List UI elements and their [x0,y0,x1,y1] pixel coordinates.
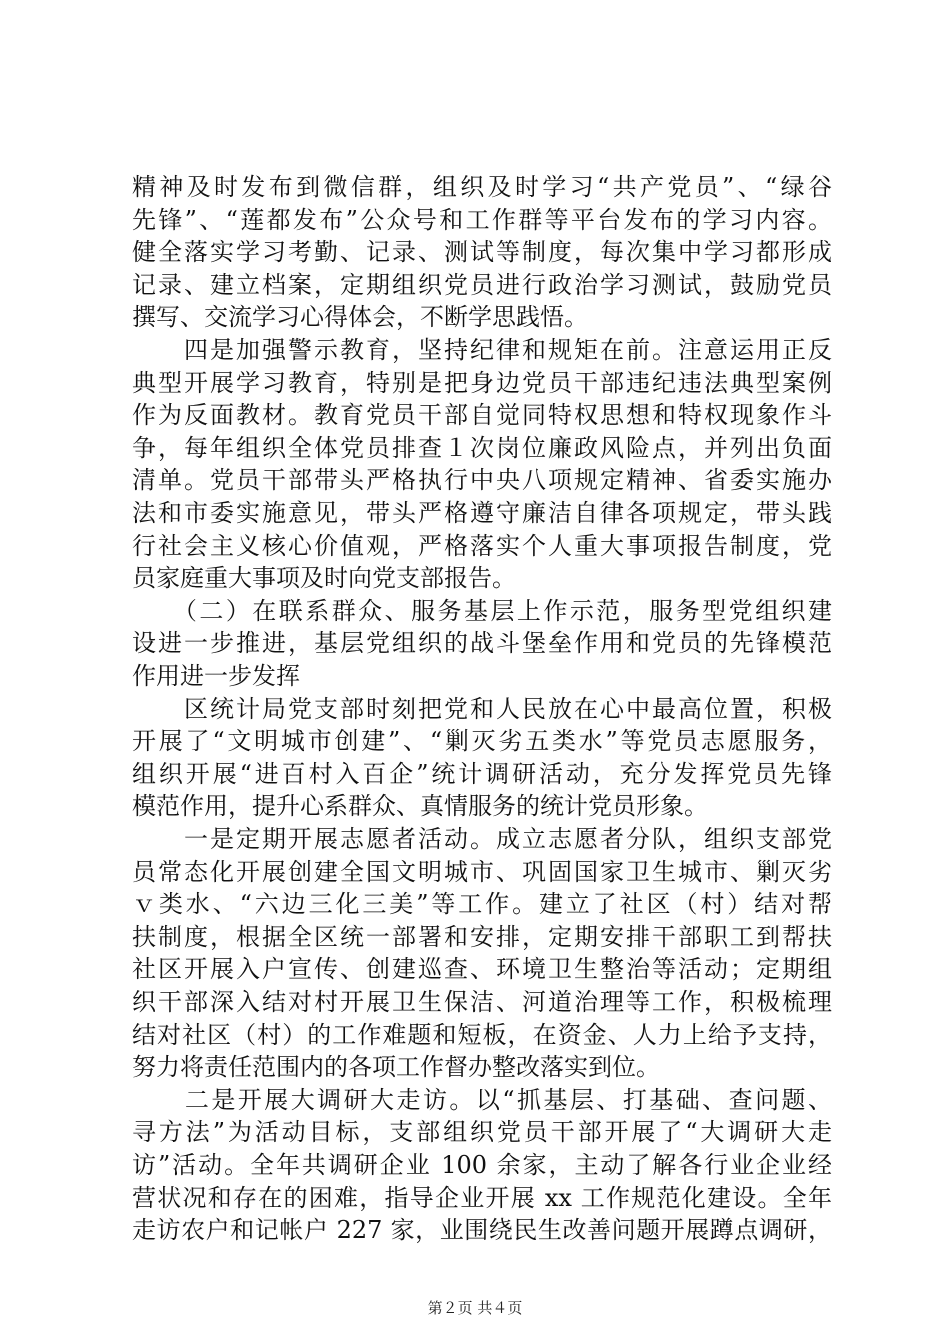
text-line: 争，每年组织全体党员排查１次岗位廉政风险点，并列出负面 [132,433,832,462]
text-line: 健全落实学习考勤、记录、测试等制度，每次集中学习都形成 [132,238,832,267]
text-line: 营状况和存在的困难，指导企业开展 xx 工作规范化建设。全年 [132,1183,832,1212]
text-line: 扶制度，根据全区统一部署和安排，定期安排干部职工到帮扶 [132,922,832,951]
text-line: 精神及时发布到微信群，组织及时学习“共产党员”、“绿谷 [132,173,832,201]
text-line: 走访农户和记帐户 227 家，业围绕民生改善问题开展蹲点调研， [132,1216,832,1245]
text-line: 织干部深入结对村开展卫生保洁、河道治理等工作，积极梳理 [132,988,832,1016]
text-line: 四是加强警示教育，坚持纪律和规矩在前。注意运用正反 [132,336,832,364]
text-line: 结对社区（村）的工作难题和短板，在资金、人力上给予支持， [132,1020,832,1049]
text-line: 作用进一步发挥 [132,662,300,690]
text-line: 典型开展学习教育，特别是把身边党员干部违纪违法典型案例 [132,368,832,397]
text-line: 一是定期开展志愿者活动。成立志愿者分队，组织支部党 [132,825,832,853]
text-line: （二）在联系群众、服务基层上作示范，服务型党组织建 [132,596,832,625]
text-line: 模范作用，提升心系群众、真情服务的统计党员形象。 [132,792,708,821]
text-line: 清单。党员干部带头严格执行中央八项规定精神、省委实施办 [132,466,832,495]
text-line: 寻方法”为活动目标，支部组织党员干部开展了“大调研大走 [132,1118,832,1147]
page-footer: 第２页 共４页 [427,1299,523,1317]
text-line: 二是开展大调研大走访。以“抓基层、打基础、查问题、 [132,1085,832,1114]
text-line: 努力将责任范围内的各项工作督办整改落实到位。 [132,1053,660,1082]
text-line: 法和市委实施意见，带头严格遵守廉洁自律各项规定，带头践 [132,499,832,527]
text-line: 设进一步推进，基层党组织的战斗堡垒作用和党员的先锋模范 [132,629,832,658]
text-line: 开展了“文明城市创建”、“剿灭劣五类水”等党员志愿服务， [132,727,832,756]
text-line: 撰写、交流学习心得体会，不断学思践悟。 [132,303,588,332]
text-line: 员常态化开展创建全国文明城市、巩固国家卫生城市、剿灭劣 [132,857,832,886]
text-line: 组织开展“进百村入百企”统计调研活动，充分发挥党员先锋 [132,759,832,788]
text-line: 作为反面教材。教育党员干部自觉同特权思想和特权现象作斗 [132,401,832,430]
text-line: 先锋”、“莲都发布”公众号和工作群等平台发布的学习内容。 [132,205,832,234]
text-line: 行社会主义核心价值观，严格落实个人重大事项报告制度，党 [132,531,832,560]
text-line: 访”活动。全年共调研企业 100 余家，主动了解各行业企业经 [132,1151,832,1179]
text-line: 记录、建立档案，定期组织党员进行政治学习测试，鼓励党员 [132,270,832,299]
text-line: ｖ类水、“六边三化三美”等工作。建立了社区（村）结对帮 [132,890,832,919]
text-line: 社区开展入户宣传、创建巡查、环境卫生整治等活动；定期组 [132,955,832,984]
text-line: 员家庭重大事项及时向党支部报告。 [132,564,516,593]
text-line: 区统计局党支部时刻把党和人民放在心中最高位置，积极 [132,694,832,723]
